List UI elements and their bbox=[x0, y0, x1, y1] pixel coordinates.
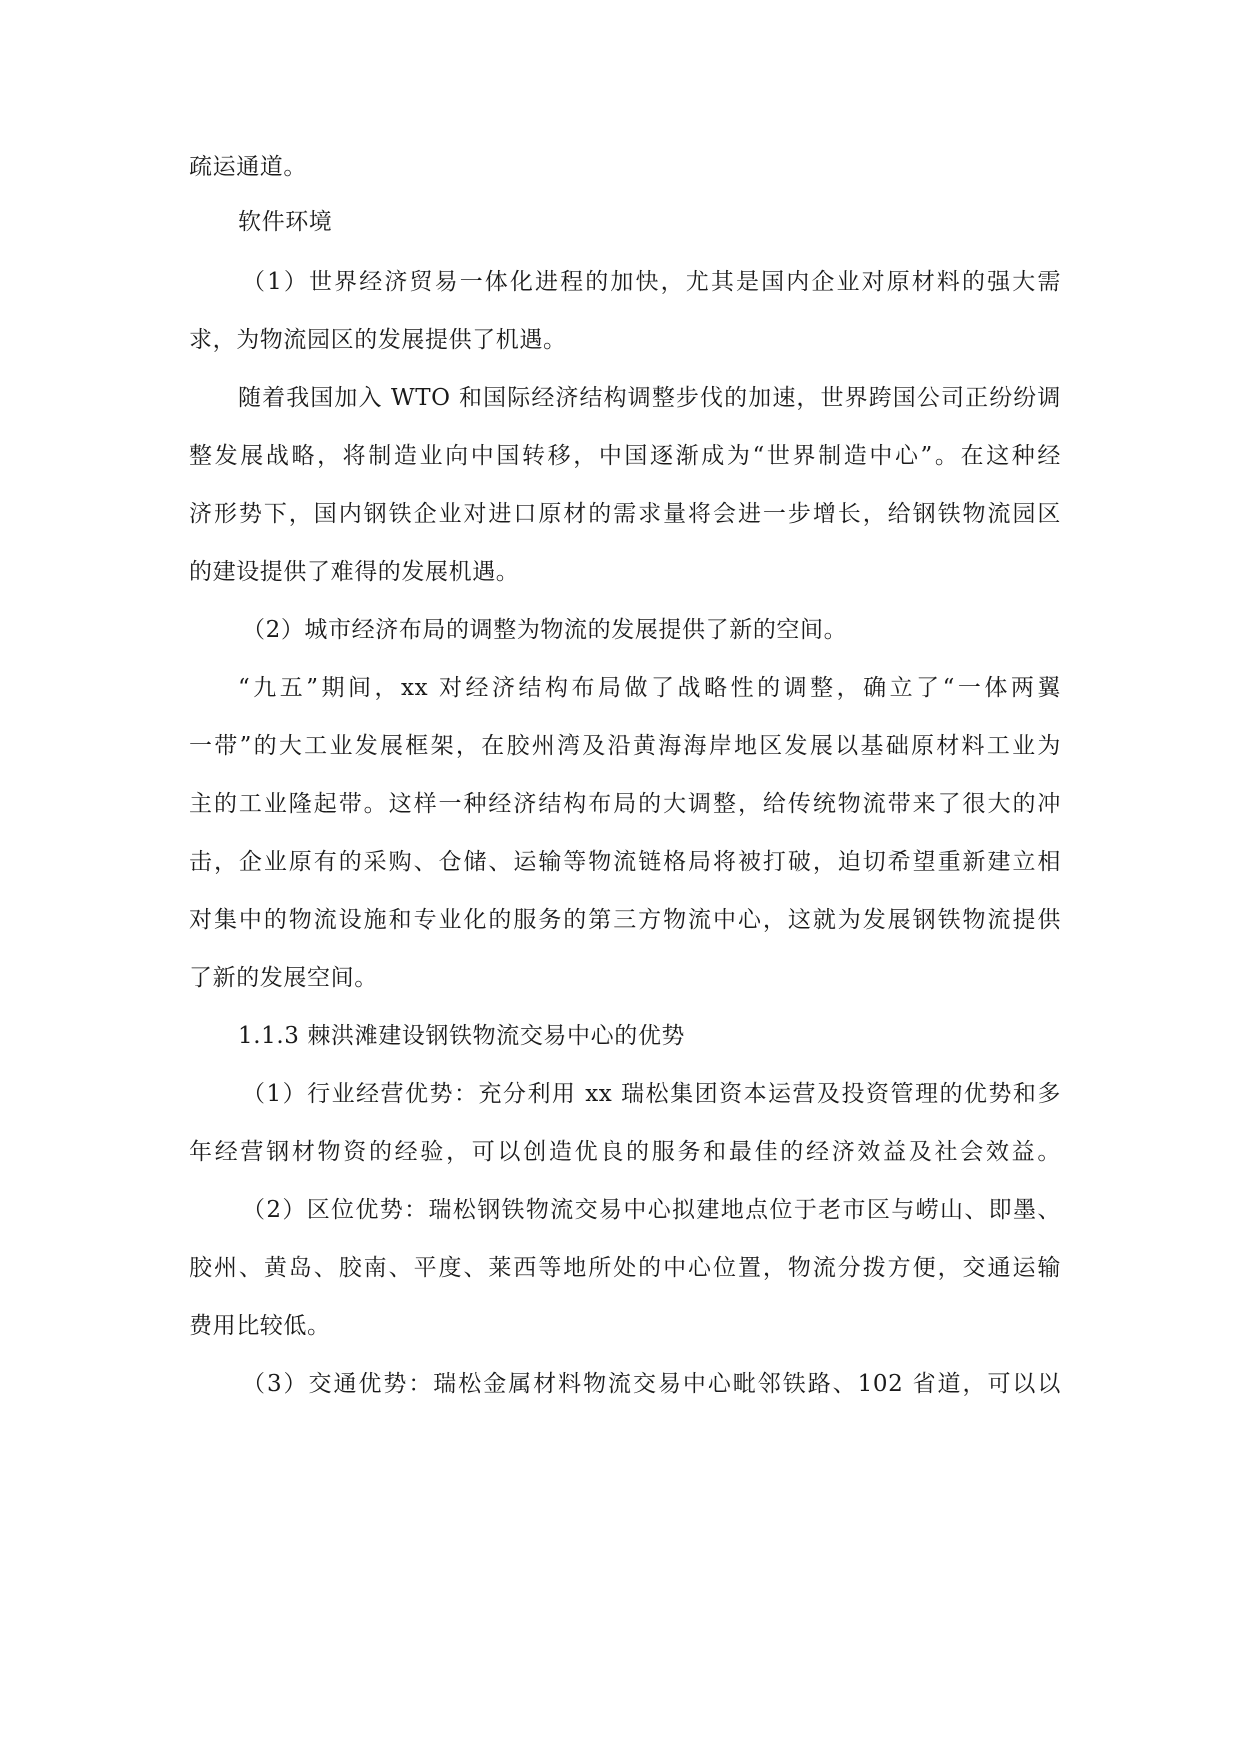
paragraph-line: 对集中的物流设施和专业化的服务的第三方物流中心，这就为发展钢铁物流提供 bbox=[189, 907, 1061, 933]
paragraph-line: 济形势下，国内钢铁企业对进口原材的需求量将会进一步增长，给钢铁物流园区 bbox=[189, 501, 1061, 527]
paragraph-line: “九五”期间，xx 对经济结构布局做了战略性的调整，确立了“一体两翼 bbox=[238, 675, 1061, 701]
paragraph-line: 了新的发展空间。 bbox=[189, 965, 378, 991]
section-heading: 软件环境 bbox=[238, 209, 333, 235]
paragraph-line: 一带”的大工业发展框架，在胶州湾及沿黄海海岸地区发展以基础原材料工业为 bbox=[189, 733, 1061, 759]
paragraph-line: 费用比较低。 bbox=[189, 1313, 331, 1339]
paragraph-line: 整发展战略，将制造业向中国转移，中国逐渐成为“世界制造中心”。在这种经 bbox=[189, 443, 1061, 469]
paragraph-line: 求，为物流园区的发展提供了机遇。 bbox=[189, 327, 567, 353]
paragraph-line: （1）世界经济贸易一体化进程的加快，尤其是国内企业对原材料的强大需 bbox=[242, 269, 1061, 295]
paragraph-line: 的建设提供了难得的发展机遇。 bbox=[189, 559, 520, 585]
paragraph-line: （3）交通优势：瑞松金属材料物流交易中心毗邻铁路、102 省道，可以以 bbox=[242, 1371, 1061, 1397]
paragraph-line: （2）区位优势：瑞松钢铁物流交易中心拟建地点位于老市区与崂山、即墨、 bbox=[242, 1197, 1061, 1223]
paragraph-line: 主的工业隆起带。这样一种经济结构布局的大调整，给传统物流带来了很大的冲 bbox=[189, 791, 1061, 817]
paragraph-line: （1）行业经营优势：充分利用 xx 瑞松集团资本运营及投资管理的优势和多 bbox=[242, 1081, 1061, 1107]
paragraph-line: 胶州、黄岛、胶南、平度、莱西等地所处的中心位置，物流分拨方便，交通运输 bbox=[189, 1255, 1061, 1281]
paragraph-line: 随着我国加入 WTO 和国际经济结构调整步伐的加速，世界跨国公司正纷纷调 bbox=[238, 385, 1061, 411]
paragraph-line: 年经营钢材物资的经验，可以创造优良的服务和最佳的经济效益及社会效益。 bbox=[189, 1139, 1061, 1165]
paragraph-line: 疏运通道。 bbox=[189, 154, 307, 180]
paragraph-line: 击，企业原有的采购、仓储、运输等物流链格局将被打破，迫切希望重新建立相 bbox=[189, 849, 1061, 875]
paragraph-line: （2）城市经济布局的调整为物流的发展提供了新的空间。 bbox=[242, 617, 848, 643]
section-heading: 1.1.3 棘洪滩建设钢铁物流交易中心的优势 bbox=[238, 1023, 686, 1049]
